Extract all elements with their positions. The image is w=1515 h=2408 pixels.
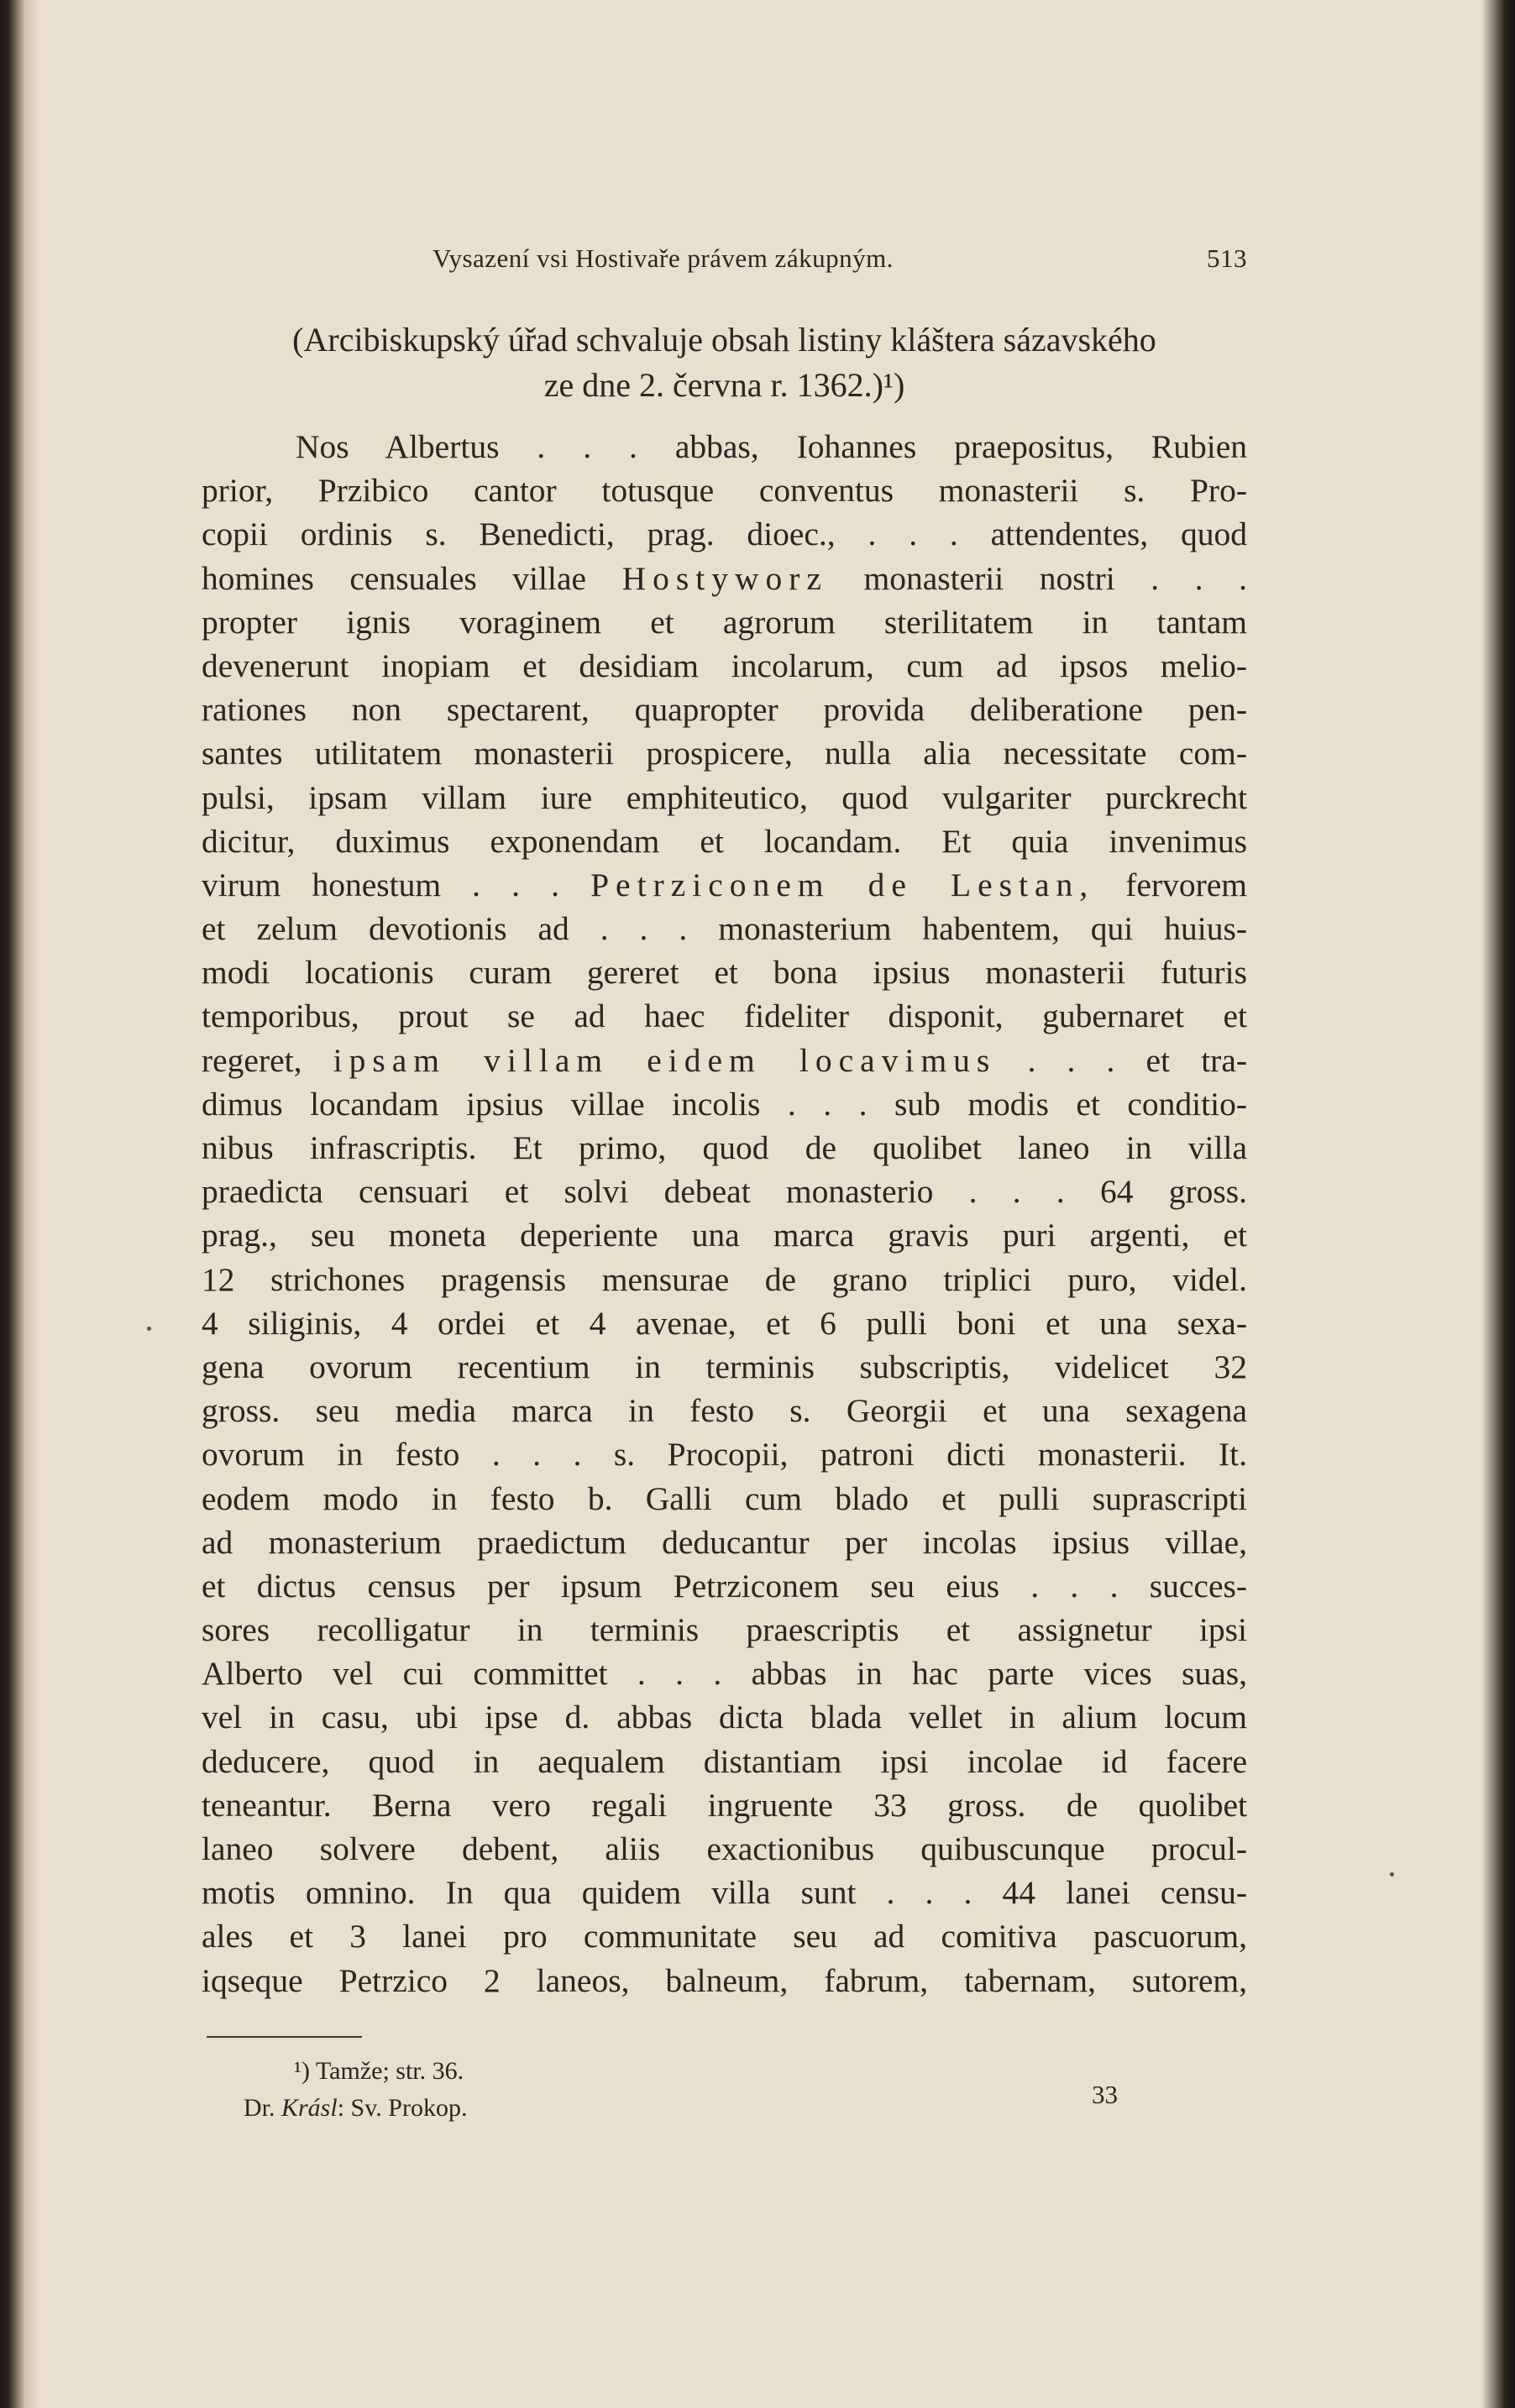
sheet-number: 33	[1092, 2079, 1118, 2109]
text-line: dimus locandam ipsius villae incolis . . . sub modis et conditio-	[202, 1085, 1247, 1123]
text-line: iqseque Petrzico 2 laneos, balneum, fabrum, tabernam, sutorem,	[202, 1961, 1247, 1999]
text-line: gena ovorum recentium in terminis subscriptis, videlicet 32	[202, 1348, 1247, 1385]
text-line: et zelum devotionis ad . . . monasterium habentem, qui huius-	[202, 910, 1247, 948]
text-line: santes utilitatem monasterii prospicere, nulla alia necessitate com-	[202, 735, 1247, 772]
document-heading	[202, 317, 1247, 408]
text-line: 12 strichones pragensis mensurae de grano triplici puro, videl.	[202, 1260, 1247, 1298]
paper-speck	[147, 1327, 151, 1331]
text-line: pulsi, ipsam villam iure emphiteutico, quod vulgariter purckrecht	[202, 778, 1247, 816]
paper-speck	[1390, 1872, 1394, 1877]
text-line: ales et 3 lanei pro communitate seu ad comitiva pascuorum,	[202, 1918, 1247, 1955]
text-line: copii ordinis s. Benedicti, prag. dioec., . . . attendentes, quod	[202, 516, 1247, 553]
text-line: dicitur, duximus exponendam et locandam. Et quia invenimus	[202, 822, 1247, 860]
text-span: . . . et tra-	[1027, 1041, 1248, 1079]
text-line	[202, 863, 1247, 907]
page-number: 513	[1207, 243, 1247, 273]
text-line: sores recolligatur in terminis praescriptis et assignetur ipsi	[202, 1611, 1247, 1649]
signature-prefix: Dr.	[244, 2093, 275, 2122]
text-line: 4 siliginis, 4 ordei et 4 avenae, et 6 pulli boni et una sexa-	[202, 1304, 1247, 1342]
text-span: monasterii nostri . . .	[863, 559, 1247, 597]
text-line: rationes non spectarent, quapropter provida deliberatione pen-	[202, 691, 1247, 729]
text-line: eodem modo in festo b. Galli cum blado et pulli suprascripti	[202, 1479, 1247, 1517]
text-line: nibus infrascriptis. Et primo, quod de quolibet laneo in villa	[202, 1129, 1247, 1166]
book-gutter-edge	[0, 0, 39, 2408]
text-line: ad monasterium praedictum deducantur per incolas ipsius villae,	[202, 1523, 1247, 1561]
running-title: Vysazení vsi Hostivaře právem zákupným.	[432, 243, 894, 273]
text-line: modi locationis curam gereret et bona ipsius monasterii futuris	[202, 954, 1247, 992]
text-line: gross. seu media marca in festo s. Georgii et una sexagena	[202, 1392, 1247, 1430]
footnote-divider	[207, 2036, 362, 2038]
footnotes	[202, 2053, 1247, 2127]
signature-line	[202, 2090, 1247, 2127]
latin-charter-text	[202, 425, 1247, 2002]
text-line: Alberto vel cui committet . . . abbas in hac parte vices suas,	[202, 1655, 1247, 1693]
signature-author: Krásl	[281, 2093, 338, 2122]
text-span: regeret,	[202, 1041, 302, 1079]
text-line: deducere, quod in aequalem distantiam ipsi incolae id facere	[202, 1742, 1247, 1780]
text-line	[202, 1039, 1247, 1082]
spaced-place-name: Hostyworz	[621, 559, 828, 597]
text-line: vel in casu, ubi ipse d. abbas dicta blada vellet in alium locum	[202, 1699, 1247, 1736]
heading-line: ze dne 2. června r. 1362.)¹)	[543, 366, 905, 404]
text-line: motis omnino. In qua quidem villa sunt . . . 44 lanei censu-	[202, 1874, 1247, 1912]
page-right-edge	[1481, 0, 1515, 2408]
text-line: prag., seu moneta deperiente una marca gravis puri argenti, et	[202, 1217, 1247, 1254]
text-line	[202, 557, 1247, 600]
text-line: devenerunt inopiam et desidiam incolarum, cum ad ipsos melio-	[202, 646, 1247, 684]
text-line: teneantur. Berna vero regali ingruente 33 gross. de quolibet	[202, 1786, 1247, 1824]
text-line: propter ignis voraginem et agrorum sterilitatem in tantam	[202, 603, 1247, 641]
heading-line: (Arcibiskupský úřad schvaluje obsah listiny kláštera sázavského	[292, 321, 1156, 359]
spaced-emphasis: ipsam villam eidem locavimus	[333, 1041, 997, 1079]
text-line: prior, Przibico cantor totusque conventus monasterii s. Pro-	[202, 472, 1247, 510]
text-line: Nos Albertus . . . abbas, Iohannes praepositus, Rubien	[296, 428, 1247, 465]
text-line: laneo solvere debent, aliis exactionibus quibuscunque procul-	[202, 1830, 1247, 1867]
text-line: praedicta censuari et solvi debeat monasterio . . . 64 gross.	[202, 1173, 1247, 1211]
footnote: ¹) Tamže; str. 36.	[294, 2056, 464, 2085]
page-header	[202, 243, 1247, 284]
spaced-person-name: Petrziconem de Lestan,	[590, 866, 1095, 903]
text-span: virum honestum . . .	[202, 866, 559, 903]
text-line: temporibus, prout se ad haec fideliter disponit, gubernaret et	[202, 997, 1247, 1035]
signature-title: : Sv. Prokop.	[337, 2093, 468, 2122]
text-line: et dictus census per ipsum Petrziconem seu eius . . . succes-	[202, 1567, 1247, 1604]
text-span: fervorem	[1125, 866, 1248, 903]
text-line: ovorum in festo . . . s. Procopii, patroni dicti monasterii. It.	[202, 1436, 1247, 1474]
text-span: homines censuales villae	[202, 559, 587, 597]
book-page	[202, 243, 1247, 2127]
